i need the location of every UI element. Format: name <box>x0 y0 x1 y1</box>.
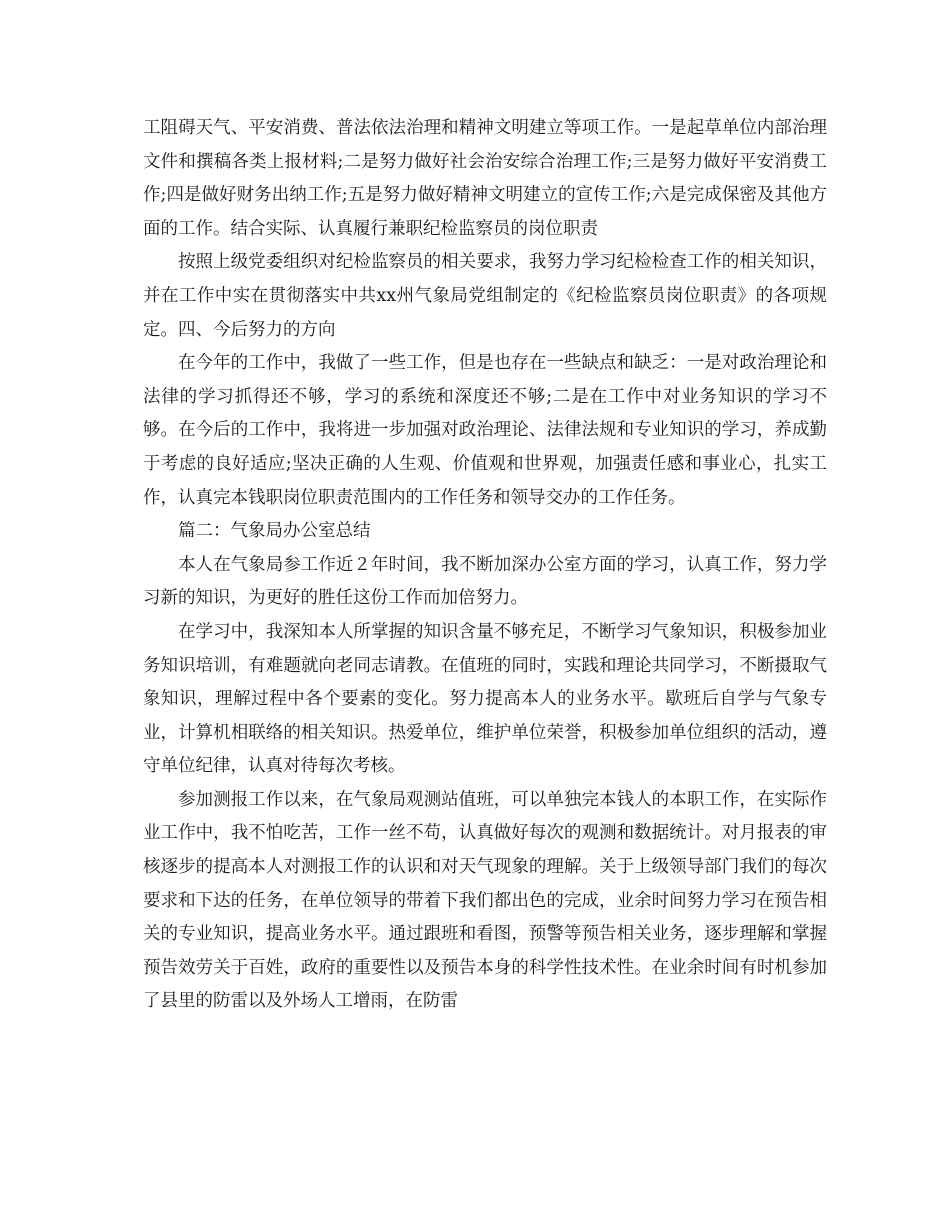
paragraph: 参加测报工作以来，在气象局观测站值班，可以单独完本钱人的本职工作，在实际作业工作中，我不怕吃苦，工作一丝不苟，认真做好每次的观测和数据统计。对月报表的审核逐步的提高本人对测报工作的认识和对天气现象的理解。关于上级领导部门我们的每次要求和下达的任务，在单位领导的带着下我们都出色的完成，业余时间努力学习在预告相关的专业知识，提高业务水平。通过跟班和看图，预警等预告相关业务，逐步理解和掌握预告效劳关于百姓，政府的重要性以及预告本身的科学性技术性。在业余时间有时机参加了县里的防雷以及外场人工增雨，在防雷 <box>143 789 827 1012</box>
paragraph-continued: 工阻碍天气、平安消费、普法依法治理和精神文明建立等项工作。一是起草单位内部治理文件和撰稿各类上报材料;二是努力做好社会治安综合治理工作;三是努力做好平安消费工作;四是做好财务出纳工作;五是努力做好精神文明建立的宣传工作;六是完成保密及其他方面的工作。结合实际、认真履行兼职纪检监察员的岗位职责 <box>143 118 827 239</box>
document-body <box>143 112 827 1019</box>
paragraph: 在学习中，我深知本人所掌握的知识含量不够充足，不断学习气象知识，积极参加业务知识培训，有难题就向老同志请教。在值班的同时，实践和理论共同学习，不断摄取气象知识，理解过程中各个要素的变化。努力提高本人的业务水平。歇班后自学与气象专业，计算机相联络的相关知识。热爱单位，维护单位荣誉，积极参加单位组织的活动，遵守单位纪律，认真对待每次考核。 <box>143 621 827 777</box>
paragraph: 在今年的工作中，我做了一些工作，但是也存在一些缺点和缺乏：一是对政治理论和法律的学习抓得还不够，学习的系统和深度还不够;二是在工作中对业务知识的学习不够。在今后的工作中，我将进一步加强对政治理论、法律法规和专业知识的学习，养成勤于考虑的良好适应;坚决正确的人生观、价值观和世界观，加强责任感和事业心，扎实工作，认真完本钱职岗位职责范围内的工作任务和领导交办的工作任务。 <box>143 353 827 508</box>
section-heading: 篇二：气象局办公室总结 <box>178 521 371 542</box>
paragraph: 本人在气象局参工作近２年时间，我不断加深办公室方面的学习，认真工作，努力学习新的知识，为更好的胜任这份工作而加倍努力。 <box>143 554 827 609</box>
paragraph: 按照上级党委组织对纪检监察员的相关要求，我努力学习纪检检查工作的相关知识，并在工作中实在贯彻落实中共xx州气象局党组制定的《纪检监察员岗位职责》的各项规定。四、今后努力的方向 <box>143 252 827 340</box>
